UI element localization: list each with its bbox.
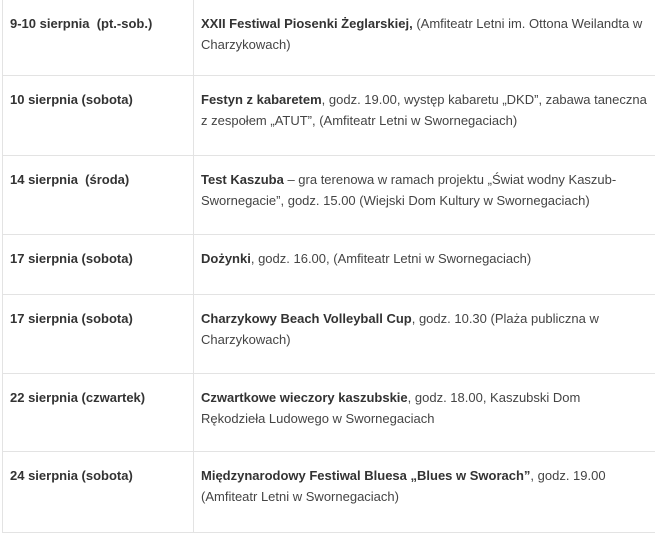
event-date: 22 sierpnia (czwartek) — [3, 374, 193, 408]
event-date: 17 sierpnia (sobota) — [3, 295, 193, 329]
event-date: 24 sierpnia (sobota) — [3, 452, 193, 486]
event-details: – gra terenowa w ramach projektu „Świat wodny Kaszub-Swornegacie”, godz. 15.00 (Wiejski Dom Kultury w Swornegaciach) — [201, 172, 616, 208]
event-date: 10 sierpnia (sobota) — [3, 76, 193, 110]
event-date-cell — [3, 0, 194, 76]
event-date-cell — [3, 452, 194, 533]
event-title: XXII Festiwal Piosenki Żeglarskiej, — [201, 16, 413, 31]
event-title: Czwartkowe wieczory kaszubskie — [201, 390, 408, 405]
event-details: , godz. 19.00, występ kabaretu „DKD”, zabawa taneczna z zespołem „ATUT”, (Amfiteatr Letni w Swornegaciach) — [201, 92, 647, 128]
event-title: Dożynki — [201, 251, 251, 266]
event-description-cell — [194, 156, 655, 235]
event-row — [3, 235, 655, 295]
event-row — [3, 295, 655, 374]
event-row — [3, 156, 655, 235]
events-table — [2, 0, 655, 533]
event-description-cell — [194, 452, 655, 533]
event-date-cell — [3, 295, 194, 374]
event-date-cell — [3, 76, 194, 156]
event-title: Festyn z kabaretem — [201, 92, 322, 107]
event-row — [3, 374, 655, 452]
event-details: , godz. 10.30 (Plaża publiczna w Charzykowach) — [201, 311, 599, 347]
event-date-cell — [3, 374, 194, 452]
event-row — [3, 0, 655, 76]
event-details: (Amfiteatr Letni im. Ottona Weilandta w Charzykowach) — [201, 16, 642, 52]
event-description-cell — [194, 76, 655, 156]
event-date-cell — [3, 156, 194, 235]
event-title: Charzykowy Beach Volleyball Cup — [201, 311, 412, 326]
event-details: , godz. 19.00 (Amfiteatr Letni w Swornegaciach) — [201, 468, 606, 504]
event-title: Międzynarodowy Festiwal Bluesa „Blues w Sworach” — [201, 468, 530, 483]
event-details: , godz. 16.00, (Amfiteatr Letni w Swornegaciach) — [251, 251, 531, 266]
event-description-cell — [194, 235, 655, 295]
event-description-cell — [194, 374, 655, 452]
event-row — [3, 76, 655, 156]
event-date: 14 sierpnia (środa) — [3, 156, 193, 190]
event-title: Test Kaszuba — [201, 172, 284, 187]
event-details: , godz. 18.00, Kaszubski Dom Rękodzieła Ludowego w Swornegaciach — [201, 390, 580, 426]
event-description-cell — [194, 295, 655, 374]
event-date: 17 sierpnia (sobota) — [3, 235, 193, 269]
event-row — [3, 452, 655, 533]
event-description-cell — [194, 0, 655, 76]
event-date-cell — [3, 235, 194, 295]
event-date: 9-10 sierpnia (pt.-sob.) — [3, 0, 193, 34]
